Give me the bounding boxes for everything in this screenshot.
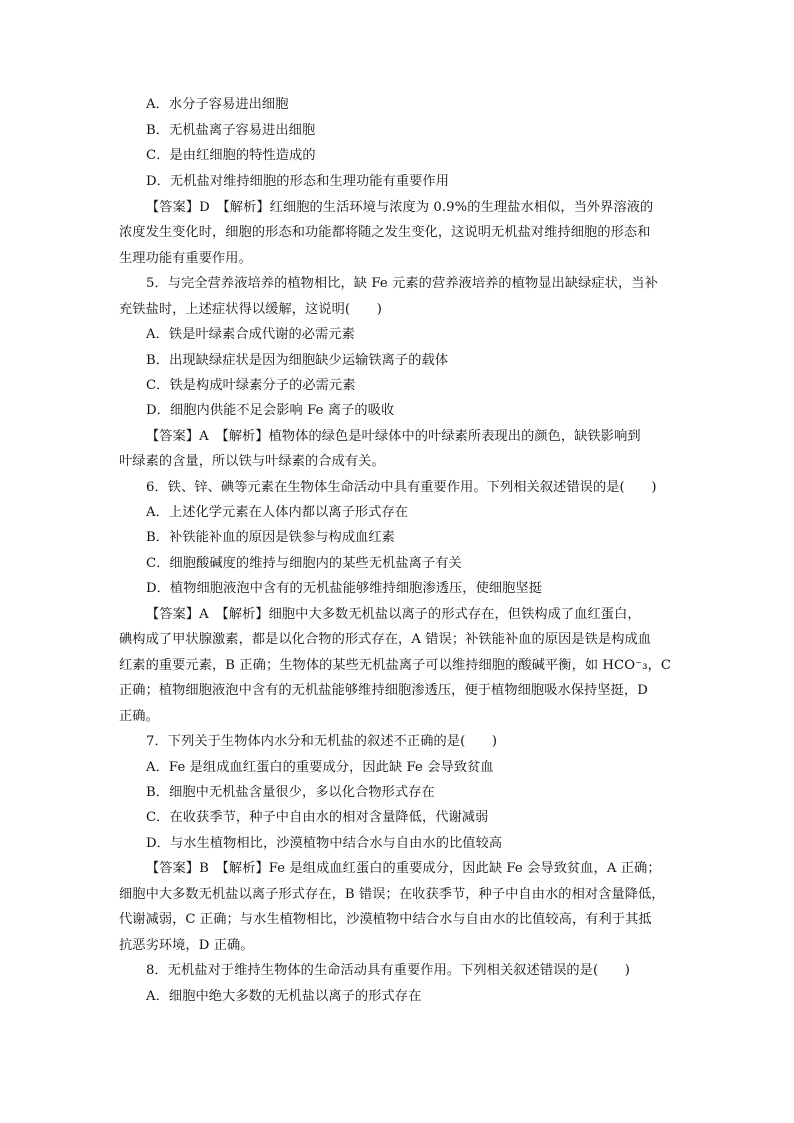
q5-answer-line: 【答案】A 【解析】植物体的绿色是叶绿体中的叶绿素所表现出的颜色，缺铁影响到 — [146, 429, 641, 444]
q7-option-c: C．在收获季节，种子中自由水的相对含量降低，代谢减弱 — [146, 810, 489, 825]
q7-answer-line: 抗恶劣环境，D 正确。 — [119, 938, 254, 953]
q7-answer-line: 代谢减弱，C 正确；与水生植物相比，沙漠植物中结合水与自由水的比值较高，有利于其抵 — [119, 912, 652, 927]
q6-answer-line: 正确；植物细胞液泡中含有的无机盐能够维持细胞渗透压，便于植物细胞吸水保持坚挺，D — [119, 683, 648, 698]
q7-option-a: A．Fe 是组成血红蛋白的重要成分，因此缺 Fe 会导致贫血 — [146, 760, 494, 775]
q4-option-d: D．无机盐对维持细胞的形态和生理功能有重要作用 — [146, 174, 449, 189]
q4-answer-line: 浓度发生变化时，细胞的形态和功能都将随之发生变化，这说明无机盐对维持细胞的形态和 — [119, 225, 651, 240]
q7-answer-line: 【答案】B 【解析】Fe 是组成血红蛋白的重要成分，因此缺 Fe 会导致贫血，A 正确； — [146, 861, 661, 876]
q6-answer-line: 【答案】A 【解析】细胞中大多数无机盐以离子的形式存在，但铁构成了血红蛋白， — [146, 607, 641, 622]
q4-option-b: B．无机盐离子容易进出细胞 — [146, 123, 316, 138]
q4-option-a: A．水分子容易进出细胞 — [146, 97, 289, 112]
q7-option-b: B．细胞中无机盐含量很少，多以化合物形式存在 — [146, 785, 435, 800]
q6-option-d: D．植物细胞液泡中含有的无机盐能够维持细胞渗透压，使细胞坚挺 — [146, 581, 543, 596]
q6-answer-line: 红素的重要元素，B 正确；生物体的某些无机盐离子可以维持细胞的酸碱平衡，如 HCO⁻₃，C — [119, 658, 672, 673]
q6-stem-line: 6．铁、锌、碘等元素在生物体生命活动中具有重要作用。下列相关叙述错误的是( ) — [146, 480, 657, 495]
q6-answer-line: 碘构成了甲状腺激素，都是以化合物的形式存在，A 错误；补铁能补血的原因是铁是构成血 — [119, 632, 652, 647]
q5-stem-line: 充铁盐时，上述症状得以缓解，这说明( ) — [119, 302, 382, 317]
q7-option-d: D．与水生植物相比，沙漠植物中结合水与自由水的比值较高 — [146, 836, 503, 851]
q5-option-b: B．出现缺绿症状是因为细胞缺少运输铁离子的载体 — [146, 353, 449, 368]
q4-option-c: C．是由红细胞的特性造成的 — [146, 148, 316, 163]
q4-answer-line: 【答案】D 【解析】红细胞的生活环境与浓度为 0.9%的生理盐水相似，当外界溶液的 — [146, 200, 654, 215]
q5-option-d: D．细胞内供能不足会影响 Fe 离子的吸收 — [146, 403, 395, 418]
q6-option-c: C．细胞酸碱度的维持与细胞内的某些无机盐离子有关 — [146, 556, 462, 571]
q5-option-a: A．铁是叶绿素合成代谢的必需元素 — [146, 327, 355, 342]
q5-stem-line: 5．与完全营养液培养的植物相比，缺 Fe 元素的营养液培养的植物显出缺绿症状，当补 — [146, 276, 658, 291]
q7-stem-line: 7．下列关于生物体内水分和无机盐的叙述不正确的是( ) — [146, 734, 498, 749]
q5-answer-line: 叶绿素的含量，所以铁与叶绿素的合成有关。 — [119, 454, 385, 469]
q8-option-a: A．细胞中绝大多数的无机盐以离子的形式存在 — [146, 989, 422, 1004]
q8-stem-line: 8．无机盐对于维持生物体的生命活动具有重要作用。下列相关叙述错误的是( ) — [146, 963, 631, 978]
q7-answer-line: 细胞中大多数无机盐以离子形式存在，B 错误；在收获季节，种子中自由水的相对含量降低， — [119, 887, 665, 902]
q6-answer-line: 正确。 — [119, 709, 159, 724]
q5-option-c: C．铁是构成叶绿素分子的必需元素 — [146, 378, 356, 393]
q6-option-a: A．上述化学元素在人体内都以离子形式存在 — [146, 505, 409, 520]
q6-option-b: B．补铁能补血的原因是铁参与构成血红素 — [146, 530, 395, 545]
q4-answer-line: 生理功能有重要作用。 — [119, 251, 252, 266]
